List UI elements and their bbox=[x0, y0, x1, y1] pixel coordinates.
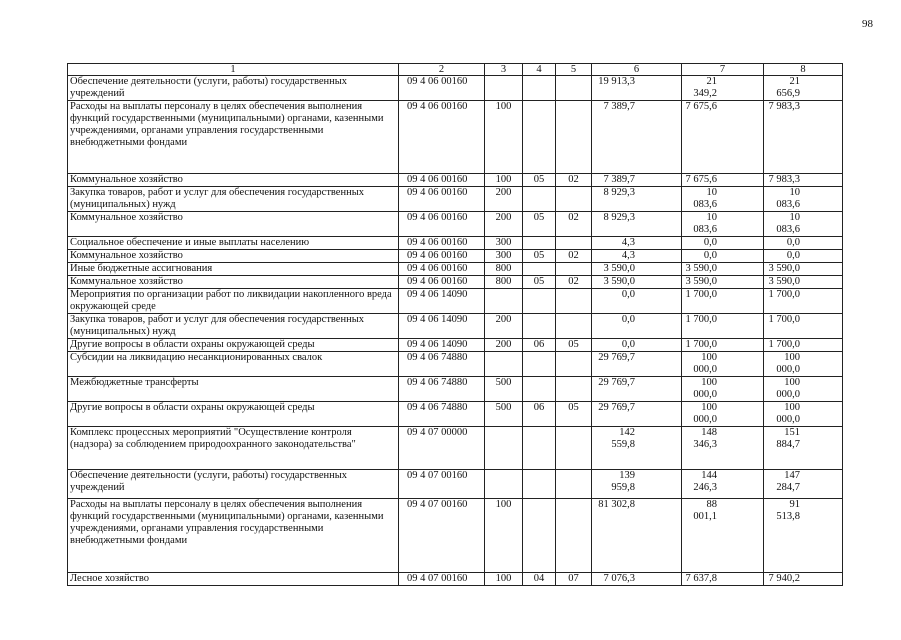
cell-name: Субсидии на ликвидацию несанкционированных свалок bbox=[68, 352, 399, 377]
cell-amount-1: 3 590,0 bbox=[592, 276, 682, 289]
cell-code: 09 4 06 00160 bbox=[399, 174, 485, 187]
page-number: 98 bbox=[862, 18, 873, 30]
cell-code: 09 4 06 00160 bbox=[399, 212, 485, 237]
cell-subsection: 07 bbox=[556, 573, 592, 586]
cell-expense-type: 200 bbox=[485, 212, 523, 237]
cell-name: Расходы на выплаты персоналу в целях обеспечения выполнения функций государственными (муниципальными) органами, казенными учреждениями, органами управления государственными внебюджетными фондами bbox=[68, 101, 399, 174]
cell-amount-1: 7 076,3 bbox=[592, 573, 682, 586]
cell-amount-1: 8 929,3 bbox=[592, 187, 682, 212]
cell-amount-3: 1 700,0 bbox=[764, 339, 843, 352]
cell-code: 09 4 06 00160 bbox=[399, 187, 485, 212]
cell-amount-2: 148 346,3 bbox=[682, 427, 764, 470]
table-body bbox=[68, 64, 843, 586]
cell-amount-2: 0,0 bbox=[682, 250, 764, 263]
table-row bbox=[68, 237, 843, 250]
cell-subsection bbox=[556, 314, 592, 339]
cell-amount-3: 0,0 bbox=[764, 250, 843, 263]
cell-amount-1: 4,3 bbox=[592, 250, 682, 263]
cell-code: 09 4 06 14090 bbox=[399, 289, 485, 314]
cell-section bbox=[523, 470, 556, 499]
cell-amount-2: 10 083,6 bbox=[682, 212, 764, 237]
header-cell-1: 1 bbox=[68, 64, 399, 76]
cell-section bbox=[523, 289, 556, 314]
cell-name: Коммунальное хозяйство bbox=[68, 276, 399, 289]
cell-amount-1: 29 769,7 bbox=[592, 377, 682, 402]
header-cell-4: 4 bbox=[523, 64, 556, 76]
cell-expense-type: 800 bbox=[485, 276, 523, 289]
cell-section bbox=[523, 314, 556, 339]
header-cell-2: 2 bbox=[399, 64, 485, 76]
cell-amount-2: 100 000,0 bbox=[682, 377, 764, 402]
cell-name: Расходы на выплаты персоналу в целях обеспечения выполнения функций государственными (муниципальными) органами, казенными учреждениями, органами управления государственными внебюджетными фондами bbox=[68, 499, 399, 573]
cell-amount-1: 29 769,7 bbox=[592, 352, 682, 377]
cell-section: 05 bbox=[523, 276, 556, 289]
cell-subsection bbox=[556, 427, 592, 470]
cell-amount-1: 81 302,8 bbox=[592, 499, 682, 573]
cell-name: Межбюджетные трансферты bbox=[68, 377, 399, 402]
cell-expense-type: 500 bbox=[485, 402, 523, 427]
cell-amount-3: 10 083,6 bbox=[764, 187, 843, 212]
cell-expense-type bbox=[485, 289, 523, 314]
cell-name: Иные бюджетные ассигнования bbox=[68, 263, 399, 276]
cell-code: 09 4 06 00160 bbox=[399, 237, 485, 250]
cell-amount-2: 10 083,6 bbox=[682, 187, 764, 212]
cell-expense-type: 100 bbox=[485, 573, 523, 586]
cell-amount-2: 1 700,0 bbox=[682, 289, 764, 314]
cell-expense-type: 100 bbox=[485, 499, 523, 573]
cell-amount-3: 7 983,3 bbox=[764, 101, 843, 174]
cell-subsection bbox=[556, 289, 592, 314]
table-row bbox=[68, 250, 843, 263]
cell-amount-2: 7 637,8 bbox=[682, 573, 764, 586]
cell-section: 05 bbox=[523, 250, 556, 263]
cell-subsection bbox=[556, 101, 592, 174]
cell-section: 06 bbox=[523, 402, 556, 427]
cell-amount-3: 3 590,0 bbox=[764, 263, 843, 276]
cell-code: 09 4 06 14090 bbox=[399, 339, 485, 352]
header-row bbox=[68, 64, 843, 76]
cell-name: Мероприятия по организации работ по ликвидации накопленного вреда окружающей среде bbox=[68, 289, 399, 314]
cell-name: Социальное обеспечение и иные выплаты населению bbox=[68, 237, 399, 250]
cell-amount-2: 1 700,0 bbox=[682, 314, 764, 339]
cell-section bbox=[523, 352, 556, 377]
table-row bbox=[68, 174, 843, 187]
table-row bbox=[68, 427, 843, 470]
cell-amount-3: 91 513,8 bbox=[764, 499, 843, 573]
cell-code: 09 4 06 00160 bbox=[399, 276, 485, 289]
cell-code: 09 4 06 00160 bbox=[399, 101, 485, 174]
cell-subsection bbox=[556, 263, 592, 276]
cell-code: 09 4 06 74880 bbox=[399, 402, 485, 427]
cell-name: Обеспечение деятельности (услуги, работы) государственных учреждений bbox=[68, 470, 399, 499]
cell-code: 09 4 07 00160 bbox=[399, 499, 485, 573]
cell-section bbox=[523, 427, 556, 470]
cell-expense-type: 300 bbox=[485, 250, 523, 263]
cell-expense-type: 800 bbox=[485, 263, 523, 276]
cell-amount-2: 88 001,1 bbox=[682, 499, 764, 573]
cell-name: Другие вопросы в области охраны окружающей среды bbox=[68, 402, 399, 427]
cell-name: Обеспечение деятельности (услуги, работы) государственных учреждений bbox=[68, 76, 399, 101]
cell-section bbox=[523, 187, 556, 212]
header-cell-3: 3 bbox=[485, 64, 523, 76]
table-row bbox=[68, 101, 843, 174]
table-row bbox=[68, 573, 843, 586]
cell-subsection bbox=[556, 499, 592, 573]
cell-name: Комплекс процессных мероприятий "Осуществление контроля (надзора) за соблюдением природоохранного законодательства" bbox=[68, 427, 399, 470]
cell-amount-1: 142 559,8 bbox=[592, 427, 682, 470]
cell-amount-3: 1 700,0 bbox=[764, 289, 843, 314]
cell-amount-3: 21 656,9 bbox=[764, 76, 843, 101]
cell-section bbox=[523, 101, 556, 174]
cell-amount-3: 0,0 bbox=[764, 237, 843, 250]
cell-expense-type: 300 bbox=[485, 237, 523, 250]
cell-amount-2: 0,0 bbox=[682, 237, 764, 250]
cell-subsection: 02 bbox=[556, 212, 592, 237]
cell-code: 09 4 06 00160 bbox=[399, 76, 485, 101]
cell-subsection: 02 bbox=[556, 174, 592, 187]
cell-section bbox=[523, 377, 556, 402]
cell-expense-type: 500 bbox=[485, 377, 523, 402]
cell-name: Закупка товаров, работ и услуг для обеспечения государственных (муниципальных) нужд bbox=[68, 187, 399, 212]
cell-amount-1: 8 929,3 bbox=[592, 212, 682, 237]
cell-name: Коммунальное хозяйство bbox=[68, 174, 399, 187]
cell-amount-1: 3 590,0 bbox=[592, 263, 682, 276]
cell-section: 05 bbox=[523, 212, 556, 237]
cell-name: Коммунальное хозяйство bbox=[68, 212, 399, 237]
cell-name: Другие вопросы в области охраны окружающей среды bbox=[68, 339, 399, 352]
cell-subsection bbox=[556, 377, 592, 402]
cell-amount-3: 100 000,0 bbox=[764, 352, 843, 377]
cell-amount-1: 7 389,7 bbox=[592, 101, 682, 174]
cell-expense-type: 200 bbox=[485, 314, 523, 339]
cell-amount-2: 7 675,6 bbox=[682, 101, 764, 174]
cell-amount-3: 7 940,2 bbox=[764, 573, 843, 586]
cell-amount-1: 19 913,3 bbox=[592, 76, 682, 101]
cell-code: 09 4 07 00160 bbox=[399, 573, 485, 586]
cell-name: Лесное хозяйство bbox=[68, 573, 399, 586]
cell-amount-3: 100 000,0 bbox=[764, 402, 843, 427]
cell-section: 06 bbox=[523, 339, 556, 352]
cell-subsection: 02 bbox=[556, 276, 592, 289]
cell-amount-2: 100 000,0 bbox=[682, 352, 764, 377]
cell-code: 09 4 07 00160 bbox=[399, 470, 485, 499]
cell-section bbox=[523, 237, 556, 250]
table-row bbox=[68, 402, 843, 427]
table-row bbox=[68, 377, 843, 402]
cell-amount-3: 151 884,7 bbox=[764, 427, 843, 470]
table-row bbox=[68, 352, 843, 377]
cell-code: 09 4 06 14090 bbox=[399, 314, 485, 339]
cell-amount-3: 10 083,6 bbox=[764, 212, 843, 237]
cell-amount-1: 4,3 bbox=[592, 237, 682, 250]
cell-subsection bbox=[556, 187, 592, 212]
cell-amount-3: 100 000,0 bbox=[764, 377, 843, 402]
table-row bbox=[68, 470, 843, 499]
cell-amount-2: 7 675,6 bbox=[682, 174, 764, 187]
cell-expense-type bbox=[485, 76, 523, 101]
cell-subsection: 05 bbox=[556, 402, 592, 427]
budget-table bbox=[67, 63, 843, 586]
cell-amount-1: 0,0 bbox=[592, 289, 682, 314]
cell-amount-1: 0,0 bbox=[592, 314, 682, 339]
cell-amount-1: 29 769,7 bbox=[592, 402, 682, 427]
cell-name: Закупка товаров, работ и услуг для обеспечения государственных (муниципальных) нужд bbox=[68, 314, 399, 339]
header-cell-6: 6 bbox=[592, 64, 682, 76]
cell-expense-type: 100 bbox=[485, 174, 523, 187]
cell-amount-2: 100 000,0 bbox=[682, 402, 764, 427]
table-row bbox=[68, 339, 843, 352]
cell-code: 09 4 06 74880 bbox=[399, 377, 485, 402]
cell-amount-3: 3 590,0 bbox=[764, 276, 843, 289]
table-row bbox=[68, 276, 843, 289]
cell-subsection bbox=[556, 237, 592, 250]
header-cell-7: 7 bbox=[682, 64, 764, 76]
cell-amount-2: 3 590,0 bbox=[682, 263, 764, 276]
cell-subsection bbox=[556, 352, 592, 377]
table-row bbox=[68, 263, 843, 276]
cell-amount-1: 0,0 bbox=[592, 339, 682, 352]
table-row bbox=[68, 212, 843, 237]
cell-code: 09 4 06 00160 bbox=[399, 263, 485, 276]
cell-name: Коммунальное хозяйство bbox=[68, 250, 399, 263]
cell-expense-type: 200 bbox=[485, 187, 523, 212]
cell-subsection: 05 bbox=[556, 339, 592, 352]
cell-section: 05 bbox=[523, 174, 556, 187]
cell-subsection bbox=[556, 470, 592, 499]
cell-amount-2: 21 349,2 bbox=[682, 76, 764, 101]
cell-amount-2: 144 246,3 bbox=[682, 470, 764, 499]
cell-amount-1: 139 959,8 bbox=[592, 470, 682, 499]
table-row bbox=[68, 187, 843, 212]
cell-expense-type bbox=[485, 427, 523, 470]
table-row bbox=[68, 289, 843, 314]
table-row bbox=[68, 499, 843, 573]
cell-section bbox=[523, 76, 556, 101]
cell-amount-2: 3 590,0 bbox=[682, 276, 764, 289]
cell-subsection bbox=[556, 76, 592, 101]
cell-section bbox=[523, 263, 556, 276]
cell-amount-2: 1 700,0 bbox=[682, 339, 764, 352]
cell-expense-type bbox=[485, 470, 523, 499]
table-row bbox=[68, 314, 843, 339]
cell-amount-3: 1 700,0 bbox=[764, 314, 843, 339]
cell-amount-1: 7 389,7 bbox=[592, 174, 682, 187]
cell-expense-type bbox=[485, 352, 523, 377]
cell-section bbox=[523, 499, 556, 573]
cell-code: 09 4 06 00160 bbox=[399, 250, 485, 263]
header-cell-8: 8 bbox=[764, 64, 843, 76]
cell-amount-3: 7 983,3 bbox=[764, 174, 843, 187]
cell-subsection: 02 bbox=[556, 250, 592, 263]
cell-expense-type: 200 bbox=[485, 339, 523, 352]
cell-code: 09 4 06 74880 bbox=[399, 352, 485, 377]
cell-expense-type: 100 bbox=[485, 101, 523, 174]
cell-code: 09 4 07 00000 bbox=[399, 427, 485, 470]
table-row bbox=[68, 76, 843, 101]
cell-amount-3: 147 284,7 bbox=[764, 470, 843, 499]
header-cell-5: 5 bbox=[556, 64, 592, 76]
cell-section: 04 bbox=[523, 573, 556, 586]
